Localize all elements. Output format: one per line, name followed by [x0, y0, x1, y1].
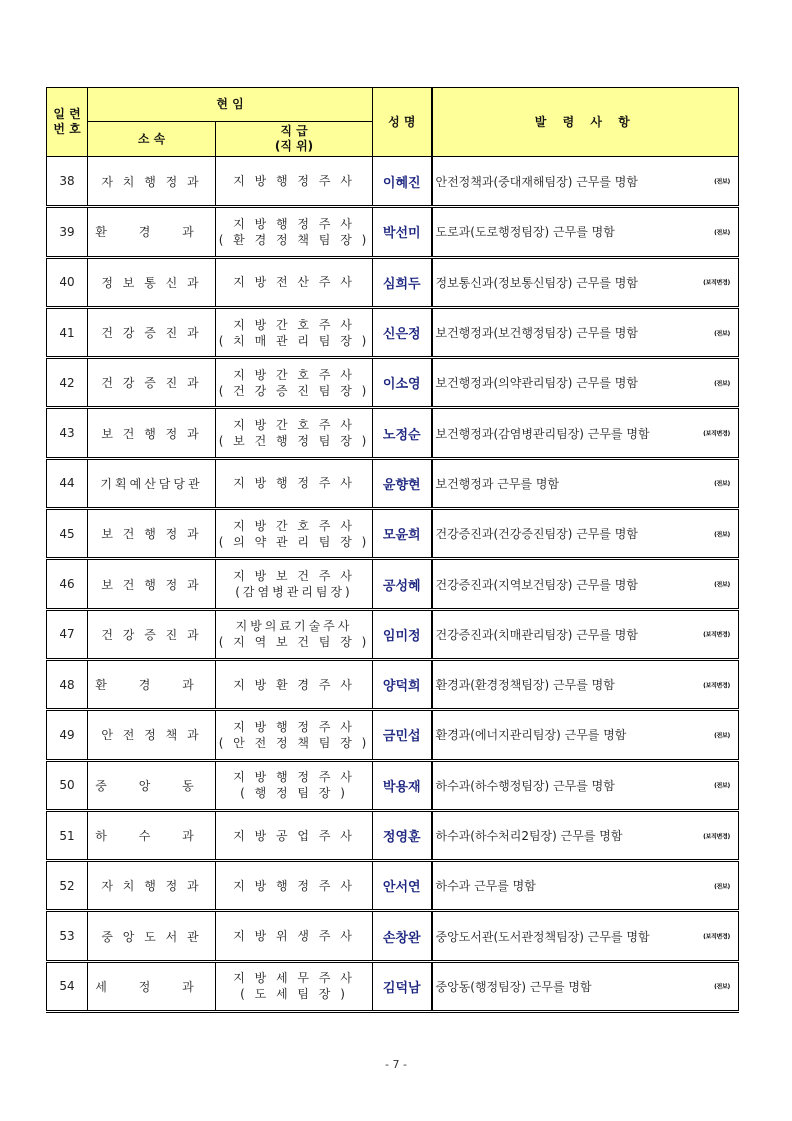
table-row	[47, 760, 739, 810]
order-type-tag: (보직변경)	[703, 682, 730, 690]
rank-cell	[216, 207, 373, 257]
department-cell: 중 앙 도 서 관	[88, 911, 216, 961]
rank-position: ( 치 매 관 리 팀 장 )	[218, 333, 370, 348]
rank-cell	[216, 810, 373, 860]
department-cell: 하 수 과	[88, 810, 216, 860]
department-cell: 정 보 통 신 과	[88, 257, 216, 307]
department-cell: 중 앙 동	[88, 760, 216, 810]
name-cell: 박용재	[373, 760, 432, 810]
department-cell: 안 전 정 책 과	[88, 710, 216, 760]
rank-cell	[216, 961, 373, 1011]
order-type-tag: (보직변경)	[703, 279, 730, 287]
order-type-tag: (전보)	[714, 581, 730, 589]
rank-cell	[216, 861, 373, 911]
table-row	[47, 911, 739, 961]
order-cell	[432, 509, 739, 559]
name-cell: 금민섭	[373, 710, 432, 760]
rank-cell	[216, 157, 373, 207]
department-cell: 건 강 증 진 과	[88, 307, 216, 357]
department-cell: 건 강 증 진 과	[88, 358, 216, 408]
order-type-tag: (전보)	[714, 732, 730, 740]
table-row	[47, 307, 739, 357]
order-type-tag: (전보)	[714, 531, 730, 539]
table-row	[47, 157, 739, 207]
order-text: 보건행정과(의약관리팀장) 근무를 명함	[435, 376, 638, 391]
order-text: 보건행정과 근무를 명함	[435, 476, 560, 491]
department-cell: 환 경 과	[88, 659, 216, 709]
order-type-tag: (전보)	[714, 178, 730, 186]
serial-no-cell: 45	[47, 509, 88, 559]
serial-no-cell: 48	[47, 659, 88, 709]
rank-title: 지 방 세 무 주 사	[233, 971, 355, 986]
order-text: 보건행정과(보건행정팀장) 근무를 명함	[435, 326, 638, 341]
rank-position: ( 도 세 팀 장 )	[240, 987, 348, 1002]
table-row	[47, 961, 739, 1011]
order-type-tag: (전보)	[714, 229, 730, 237]
rank-title: 지 방 행 정 주 사	[233, 216, 355, 231]
rank-position: ( 안 전 정 책 팀 장 )	[218, 735, 370, 750]
rank-title: 지 방 간 호 주 사	[233, 518, 355, 533]
table-row	[47, 810, 739, 860]
department-cell: 자 치 행 정 과	[88, 861, 216, 911]
order-cell	[432, 458, 739, 508]
order-text: 중앙동(행정팀장) 근무를 명함	[435, 979, 592, 994]
table-body	[47, 157, 739, 1012]
rank-position: ( 보 건 행 정 팀 장 )	[218, 434, 370, 449]
rank-title: 지방의료기술주사	[235, 619, 353, 634]
serial-no-cell: 53	[47, 911, 88, 961]
rank-position: ( 지 역 보 건 팀 장 )	[218, 635, 370, 650]
serial-no-cell: 51	[47, 810, 88, 860]
name-cell: 박선미	[373, 207, 432, 257]
order-text: 건강증진과(치매관리팀장) 근무를 명함	[435, 627, 638, 642]
order-cell	[432, 559, 739, 609]
serial-no-cell: 40	[47, 257, 88, 307]
name-cell: 임미정	[373, 609, 432, 659]
order-text: 환경과(환경정책팀장) 근무를 명함	[435, 678, 615, 693]
name-cell: 김덕남	[373, 961, 432, 1011]
order-text: 하수과(하수행정팀장) 근무를 명함	[435, 778, 615, 793]
order-type-tag: (전보)	[714, 480, 730, 488]
serial-no-cell: 42	[47, 358, 88, 408]
name-cell: 노정순	[373, 408, 432, 458]
name-cell: 안서연	[373, 861, 432, 911]
serial-no-cell: 54	[47, 961, 88, 1011]
rank-title: 지 방 보 건 주 사	[233, 569, 355, 584]
serial-no-cell: 49	[47, 710, 88, 760]
rank-title: 지 방 행 정 주 사	[233, 770, 355, 785]
rank-position: ( 의 약 관 리 팀 장 )	[218, 534, 370, 549]
rank-title: 지 방 공 업 주 사	[233, 828, 355, 843]
table-row	[47, 861, 739, 911]
name-cell: 이혜진	[373, 157, 432, 207]
rank-cell	[216, 358, 373, 408]
serial-no-cell: 46	[47, 559, 88, 609]
rank-position: (감염병관리팀장)	[235, 585, 353, 600]
order-type-tag: (전보)	[714, 883, 730, 891]
order-type-tag: (보직변경)	[703, 430, 730, 438]
header-name: 성 명	[373, 88, 432, 157]
order-cell	[432, 358, 739, 408]
name-cell: 모윤희	[373, 509, 432, 559]
order-text: 하수과(하수처리2팀장) 근무를 명함	[435, 829, 623, 843]
order-cell	[432, 710, 739, 760]
rank-title: 지 방 행 정 주 사	[233, 878, 355, 893]
order-type-tag: (보직변경)	[703, 833, 730, 840]
rank-cell	[216, 559, 373, 609]
name-cell: 정영훈	[373, 810, 432, 860]
order-text: 안전정책과(중대재해팀장) 근무를 명함	[435, 174, 638, 189]
order-type-tag: (전보)	[714, 380, 730, 388]
rank-title: 지 방 행 정 주 사	[233, 719, 355, 734]
order-text: 중앙도서관(도서관정책팀장) 근무를 명함	[435, 929, 650, 944]
order-cell	[432, 609, 739, 659]
department-cell: 자 치 행 정 과	[88, 157, 216, 207]
order-text: 환경과(에너지관리팀장) 근무를 명함	[435, 728, 627, 743]
header-order: 발 령 사 항	[432, 88, 739, 157]
order-cell	[432, 810, 739, 860]
page-number: - 7 -	[385, 1058, 407, 1071]
header-department: 소 속	[88, 122, 216, 157]
table-row	[47, 710, 739, 760]
order-type-tag: (보직변경)	[703, 933, 730, 941]
department-cell: 보 건 행 정 과	[88, 408, 216, 458]
name-cell: 이소영	[373, 358, 432, 408]
header-rank	[216, 122, 373, 157]
rank-title: 지 방 환 경 주 사	[233, 677, 355, 692]
rank-title: 지 방 간 호 주 사	[233, 367, 355, 382]
order-cell	[432, 861, 739, 911]
serial-no-cell: 43	[47, 408, 88, 458]
table-row	[47, 659, 739, 709]
department-cell: 기획예산담당관	[88, 458, 216, 508]
rank-cell	[216, 710, 373, 760]
order-cell	[432, 760, 739, 810]
name-cell: 심희두	[373, 257, 432, 307]
rank-title: 지 방 행 정 주 사	[233, 476, 355, 491]
order-cell	[432, 659, 739, 709]
department-cell: 세 정 과	[88, 961, 216, 1011]
name-cell: 신은정	[373, 307, 432, 357]
table-row	[47, 207, 739, 257]
serial-no-cell: 41	[47, 307, 88, 357]
rank-position: ( 건 강 증 진 팀 장 )	[218, 383, 370, 398]
header-rank-sub: (직 위)	[274, 139, 314, 153]
order-text: 건강증진과(지역보건팀장) 근무를 명함	[435, 577, 638, 592]
order-text: 도로과(도로행정팀장) 근무를 명함	[435, 225, 615, 240]
order-text: 하수과 근무를 명함	[435, 879, 536, 894]
rank-cell	[216, 408, 373, 458]
table-row	[47, 559, 739, 609]
rank-cell	[216, 609, 373, 659]
serial-no-cell: 50	[47, 760, 88, 810]
serial-no-cell: 38	[47, 157, 88, 207]
order-cell	[432, 911, 739, 961]
rank-cell	[216, 458, 373, 508]
order-text: 건강증진과(건강증진팀장) 근무를 명함	[435, 527, 638, 542]
rank-title: 지 방 전 산 주 사	[233, 275, 355, 290]
rank-cell	[216, 257, 373, 307]
rank-position: ( 환 경 정 책 팀 장 )	[218, 232, 370, 247]
table-row	[47, 509, 739, 559]
rank-cell	[216, 509, 373, 559]
serial-no-cell: 44	[47, 458, 88, 508]
table-row	[47, 257, 739, 307]
rank-cell	[216, 307, 373, 357]
rank-position: ( 행 정 팀 장 )	[240, 786, 348, 801]
name-cell: 손창완	[373, 911, 432, 961]
rank-cell	[216, 659, 373, 709]
table-row	[47, 358, 739, 408]
rank-title: 지 방 행 정 주 사	[233, 174, 355, 189]
order-cell	[432, 257, 739, 307]
order-type-tag: (전보)	[714, 782, 730, 790]
personnel-order-table	[46, 87, 739, 1013]
department-cell: 보 건 행 정 과	[88, 509, 216, 559]
name-cell: 공성혜	[373, 559, 432, 609]
order-type-tag: (보직변경)	[703, 631, 730, 639]
name-cell: 윤향현	[373, 458, 432, 508]
order-type-tag: (전보)	[714, 330, 730, 338]
order-text: 정보통신과(정보통신팀장) 근무를 명함	[435, 275, 638, 290]
department-cell: 보 건 행 정 과	[88, 559, 216, 609]
department-cell: 환 경 과	[88, 207, 216, 257]
rank-cell	[216, 760, 373, 810]
department-cell: 건 강 증 진 과	[88, 609, 216, 659]
order-cell	[432, 408, 739, 458]
order-cell	[432, 307, 739, 357]
rank-title: 지 방 간 호 주 사	[233, 317, 355, 332]
order-cell	[432, 157, 739, 207]
rank-cell	[216, 911, 373, 961]
table-row	[47, 609, 739, 659]
order-cell	[432, 961, 739, 1011]
header-rank-label: 직 급	[280, 124, 308, 138]
serial-no-cell: 47	[47, 609, 88, 659]
rank-title: 지 방 위 생 주 사	[233, 929, 355, 944]
header-current: 현 임	[88, 88, 373, 122]
header-serial-no: 일 련 번 호	[47, 88, 88, 157]
serial-no-cell: 52	[47, 861, 88, 911]
order-text: 보건행정과(감염병관리팀장) 근무를 명함	[435, 426, 650, 441]
rank-title: 지 방 간 호 주 사	[233, 418, 355, 433]
table-row	[47, 458, 739, 508]
name-cell: 양덕희	[373, 659, 432, 709]
table-row	[47, 408, 739, 458]
order-cell	[432, 207, 739, 257]
order-type-tag: (전보)	[714, 983, 730, 991]
serial-no-cell: 39	[47, 207, 88, 257]
